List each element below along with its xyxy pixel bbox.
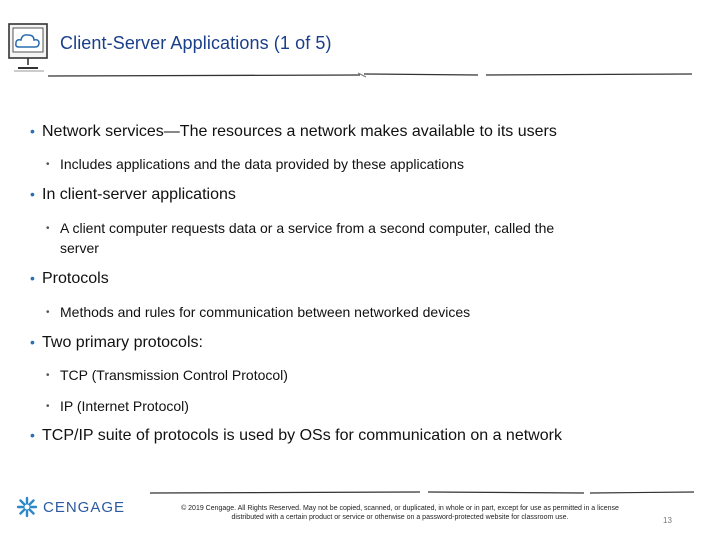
cengage-logo-icon [16,496,38,518]
page-number: 13 [663,516,672,525]
sub-bullet-text: TCP (Transmission Control Protocol) [60,367,288,383]
bullet-protocols: • Protocols [30,270,109,287]
bullet-text: Protocols [42,270,109,287]
bullet-network-services: • Network services—The resources a network makes available to its users [30,123,557,140]
sub-bullet-tcp: • TCP (Transmission Control Protocol) [46,367,288,383]
bullet-tcpip-suite: • TCP/IP suite of protocols is used by OSs for communication on a network [30,427,562,444]
bullet-text: Network services—The resources a network makes available to its users [42,123,557,140]
slide-title: Client-Server Applications (1 of 5) [60,33,332,53]
sub-bullet-text: Includes applications and the data provided by these applications [60,156,464,172]
bullet-text: In client-server applications [42,186,236,203]
sub-bullet-text-cont: server [60,240,99,256]
bullet-text: Two primary protocols: [42,334,203,351]
sub-bullet-methods-rules: • Methods and rules for communication between networked devices [46,304,471,320]
cengage-logo [16,496,125,518]
sub-bullet-ip: • IP (Internet Protocol) [46,398,189,414]
sub-bullet-client-requests: • A client computer requests data or a service from a second computer, called the server [46,220,555,256]
copyright-notice [140,504,660,522]
copyright-line-1: © 2019 Cengage. All Rights Reserved. May not be copied, scanned, or duplicated, in whole or in part, except for use as permitted in a license [181,505,619,512]
logo-text: CENGAGE [43,498,126,516]
copyright-line-2: distributed with a certain product or service or otherwise on a password-protected website for classroom use. [231,514,569,521]
sub-bullet-text: IP (Internet Protocol) [60,398,189,414]
bullet-two-primary-protocols: • Two primary protocols: [30,334,203,351]
bullet-client-server: • In client-server applications [30,186,236,203]
sub-bullet-includes-applications: • Includes applications and the data provided by these applications [46,156,464,172]
bullet-text: TCP/IP suite of protocols is used by OSs for communication on a network [42,427,562,444]
sub-bullet-text: Methods and rules for communication between networked devices [60,304,471,320]
sub-bullet-text: A client computer requests data or a service from a second computer, called the [60,220,555,236]
